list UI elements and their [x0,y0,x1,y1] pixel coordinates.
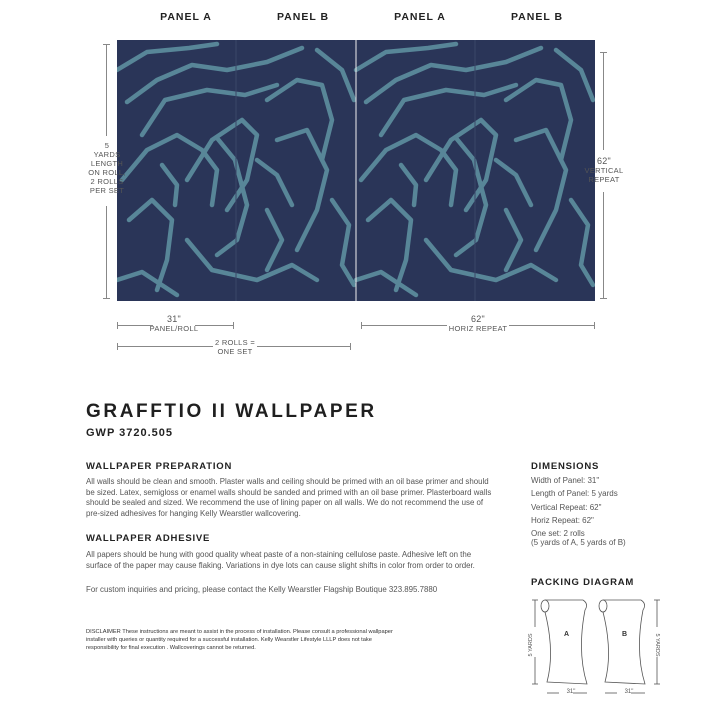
vertical-repeat-line: REPEAT [588,175,620,184]
vertical-repeat-line: VERTICAL [584,166,624,175]
preparation-line: All walls should be clean and smooth. Plaster walls and ceiling should be primed with an oil base primer and should [86,477,489,486]
roll-a-width-label: 31" [566,689,576,695]
preparation-text [86,477,506,519]
horiz-repeat-label: HORIZ REPEAT [448,324,508,333]
horiz-repeat-line-left [361,325,447,326]
disclaimer-line: DISCLAIMER These instructions are meant to assist in the process of installation. Please consult a professional wallpaper [86,629,393,635]
roll-b-width-label: 31" [624,689,634,695]
packing-heading: PACKING DIAGRAM [531,577,635,588]
length-note-line: ON ROLL, [88,168,126,177]
vertical-repeat-note [581,157,627,184]
dimension-horiz-repeat: Horiz Repeat: 62" [531,515,594,525]
set-width-tick-left [117,343,118,350]
wallpaper-pattern-image [117,40,595,301]
set-width-line-right [257,346,351,347]
dimensions-heading: DIMENSIONS [531,461,600,472]
vertical-repeat-value: 62" [596,156,612,166]
panel-width-tick-left [117,322,118,329]
disclaimer-line: installer with queries or quantity required for a successful installation. Kelly Wearstler Lifestyle LLLP does not take [86,637,372,644]
packing-diagram [527,592,665,700]
length-note-line: 2 ROLLS [90,177,124,186]
preparation-line: be sized. Latex, semigloss or enamel walls should be sanded and primed with an oil base primer. Plasterboard walls [86,487,492,497]
preparation-line: pre-sized adhesives for hanging Kelly Wearstler wallcovering. [86,508,301,518]
panel-width-label: PANEL/ROLL [149,324,199,333]
preparation-line: should be sealed and sized. We recommend the use of lining paper on all walls. We do not recommend the use of [86,498,484,508]
adhesive-text [86,550,506,571]
set-width-line-left [117,346,213,347]
roll-a-length-label: 5 YARDS [528,633,534,657]
horiz-repeat-line-right [509,325,595,326]
panel-label-a-1: PANEL A [160,11,212,23]
panel-width-tick-right [233,322,234,329]
panel-label-b-1: PANEL B [276,11,330,23]
roll-b-length-label: 5 YARDS [654,633,660,657]
set-note-line: 2 ROLLS = [214,338,255,347]
panel-label-b-2: PANEL B [510,11,564,23]
vertical-repeat-tick-bottom [600,298,607,299]
contact-text: For custom inquiries and pricing, please contact the Kelly Wearstler Flagship Boutique 323.895.7880 [86,585,438,594]
length-note-line: PER SET [89,186,125,195]
roll-b-label: B [622,631,628,638]
length-note-line: LENGTH [90,159,124,168]
length-note-line: YARDS [93,150,121,159]
dimension-set: One set: 2 rolls [531,529,585,539]
horiz-repeat-value: 62" [470,314,486,324]
dimension-set-detail: (5 yards of A, 5 yards of B) [531,538,626,548]
horiz-repeat-tick-left [361,322,362,329]
vertical-repeat-line-top [603,52,604,150]
length-dimension-line-top [106,44,107,136]
panel-width-note [145,315,203,333]
vertical-repeat-line-bottom [603,192,604,298]
set-note-line: ONE SET [217,347,253,356]
length-note [80,141,134,195]
adhesive-line: All papers should be hung with good quality wheat paste of a non-staining cellulose paste. Adhesive left on the [86,550,472,559]
adhesive-heading: WALLPAPER ADHESIVE [86,533,211,544]
horiz-repeat-tick-right [594,322,595,329]
dimension-width: Width of Panel: 31" [531,476,600,485]
disclaimer-line: responsibility for final execution . Wallcoverings cannot be returned. [86,645,256,652]
dimensions-list [531,476,671,547]
length-dimension-tick-top [103,44,110,45]
length-dimension-tick-bottom [103,298,110,299]
length-dimension-line-bottom [106,206,107,298]
dimension-vertical-repeat: Vertical Repeat: 62" [531,502,602,512]
horiz-repeat-note [443,315,513,333]
disclaimer-text [86,628,426,653]
roll-a-label: A [564,631,570,638]
preparation-heading: WALLPAPER PREPARATION [86,461,233,472]
set-width-tick-right [350,343,351,350]
product-title: GRAFFTIO II WALLPAPER [86,401,377,422]
adhesive-line: surface of the paper may cause flaking. Variations in dye lots can cause slight shifts in color from order to order. [86,560,475,570]
length-note-line: 5 [104,141,110,150]
vertical-repeat-tick-top [600,52,607,53]
panel-label-a-2: PANEL A [394,11,446,23]
set-note [205,338,265,356]
dimension-length: Length of Panel: 5 yards [531,489,618,499]
panel-width-value: 31" [166,314,182,324]
product-sku: GWP 3720.505 [86,427,174,439]
